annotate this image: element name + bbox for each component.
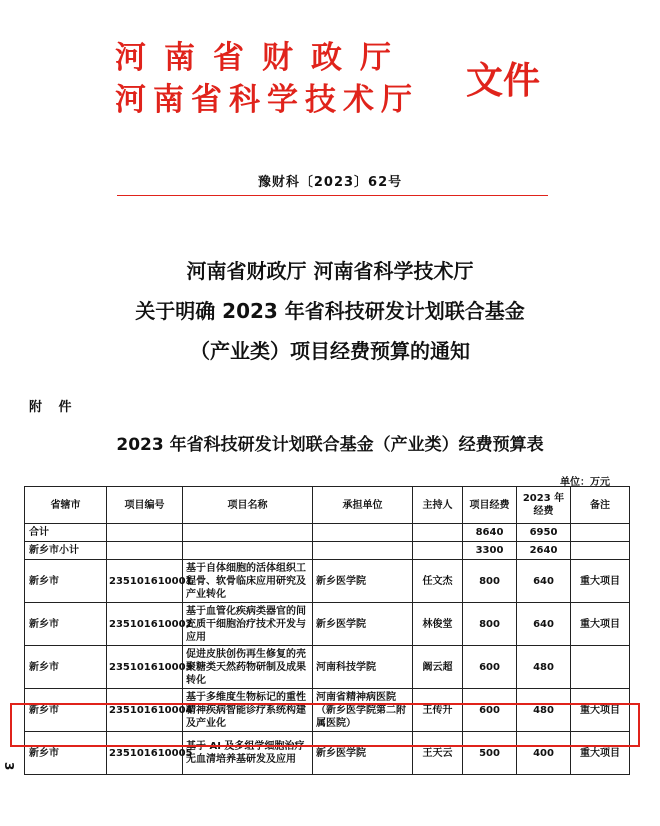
cell-funding: 600 [463,646,517,689]
cell-note [571,646,630,689]
cell-pi: 王天云 [413,732,463,775]
header-project-id: 项目编号 [107,487,183,524]
unit-label: 单位：万元 [560,477,610,488]
page-number: 3 [2,762,16,771]
cell-city: 新乡市 [25,560,107,603]
empty-cell [313,524,413,542]
cell-project-id: 235101610003 [107,646,183,689]
table-row [25,603,630,646]
cell-project-id: 235101610002 [107,603,183,646]
cell-note: 重大项目 [571,560,630,603]
notice-title-line3: （产业类）项目经费预算的通知 [190,339,470,363]
cell-pi: 林俊堂 [413,603,463,646]
document-type-label: 文件 [466,59,540,102]
cell-project-name: 基于 AI 及多组学细胞治疗无血清培养基研发及应用 [183,732,313,775]
total-label: 合计 [25,524,107,542]
cell-organization: 新乡医学院 [313,603,413,646]
subtotal-label: 新乡市小计 [25,542,107,560]
red-divider-line [117,195,548,196]
cell-project-name: 基于多维度生物标记的重性精神疾病智能诊疗系统构建及产业化 [183,689,313,732]
cell-funding-2023: 640 [517,603,571,646]
cell-pi: 任文杰 [413,560,463,603]
cell-organization: 河南省精神病医院（新乡医学院第二附属医院） [313,689,413,732]
header-funding: 项目经费 [463,487,517,524]
empty-cell [183,524,313,542]
cell-note: 重大项目 [571,603,630,646]
cell-organization: 新乡医学院 [313,732,413,775]
cell-note: 重大项目 [571,732,630,775]
empty-cell [313,542,413,560]
cell-project-name: 促进皮肤创伤再生修复的壳聚糖类天然药物研制及成果转化 [183,646,313,689]
header-city: 省辖市 [25,487,107,524]
attachment-label: 附 件 [29,400,78,415]
empty-cell [107,524,183,542]
cell-funding: 800 [463,603,517,646]
total-funding: 8640 [463,524,517,542]
empty-cell [413,542,463,560]
table-header-row [25,487,630,524]
cell-project-id: 235101610004 [107,689,183,732]
cell-project-name: 基于血管化疾病类器官的间充质干细胞治疗技术开发与应用 [183,603,313,646]
issuing-agency-line2: 河南省科学技术厅 [115,82,419,118]
empty-cell [413,524,463,542]
subtotal-row [25,542,630,560]
cell-organization: 河南科技学院 [313,646,413,689]
cell-funding-2023: 400 [517,732,571,775]
issuing-agency-line1: 河南省财政厅 [115,40,409,76]
total-row [25,524,630,542]
subtotal-funding-2023: 2640 [517,542,571,560]
cell-funding: 500 [463,732,517,775]
cell-funding-2023: 480 [517,646,571,689]
notice-title-line2: 关于明确 2023 年省科技研发计划联合基金 [135,299,525,323]
cell-pi: 王传升 [413,689,463,732]
subtotal-funding: 3300 [463,542,517,560]
cell-city: 新乡市 [25,689,107,732]
cell-organization: 新乡医学院 [313,560,413,603]
table-row [25,560,630,603]
cell-funding: 600 [463,689,517,732]
cell-funding: 800 [463,560,517,603]
header-funding-2023: 2023 年经费 [517,487,571,524]
cell-funding-2023: 480 [517,689,571,732]
cell-funding-2023: 640 [517,560,571,603]
empty-cell [571,524,630,542]
header-project-name: 项目名称 [183,487,313,524]
cell-city: 新乡市 [25,603,107,646]
cell-project-id: 235101610001 [107,560,183,603]
cell-note: 重大项目 [571,689,630,732]
empty-cell [183,542,313,560]
cell-project-name: 基于自体细胞的活体组织工程骨、软骨临床应用研究及产业转化 [183,560,313,603]
header-note: 备注 [571,487,630,524]
total-funding-2023: 6950 [517,524,571,542]
cell-city: 新乡市 [25,732,107,775]
cell-project-id: 235101610005 [107,732,183,775]
budget-table-title: 2023 年省科技研发计划联合基金（产业类）经费预算表 [116,435,544,455]
cell-city: 新乡市 [25,646,107,689]
document-number: 豫财科〔2023〕62号 [257,175,403,190]
empty-cell [107,542,183,560]
header-organization: 承担单位 [313,487,413,524]
header-pi: 主持人 [413,487,463,524]
highlight-box [10,703,640,747]
empty-cell [571,542,630,560]
cell-pi: 阚云超 [413,646,463,689]
table-row [25,646,630,689]
notice-title-line1: 河南省财政厅 河南省科学技术厅 [186,259,474,283]
